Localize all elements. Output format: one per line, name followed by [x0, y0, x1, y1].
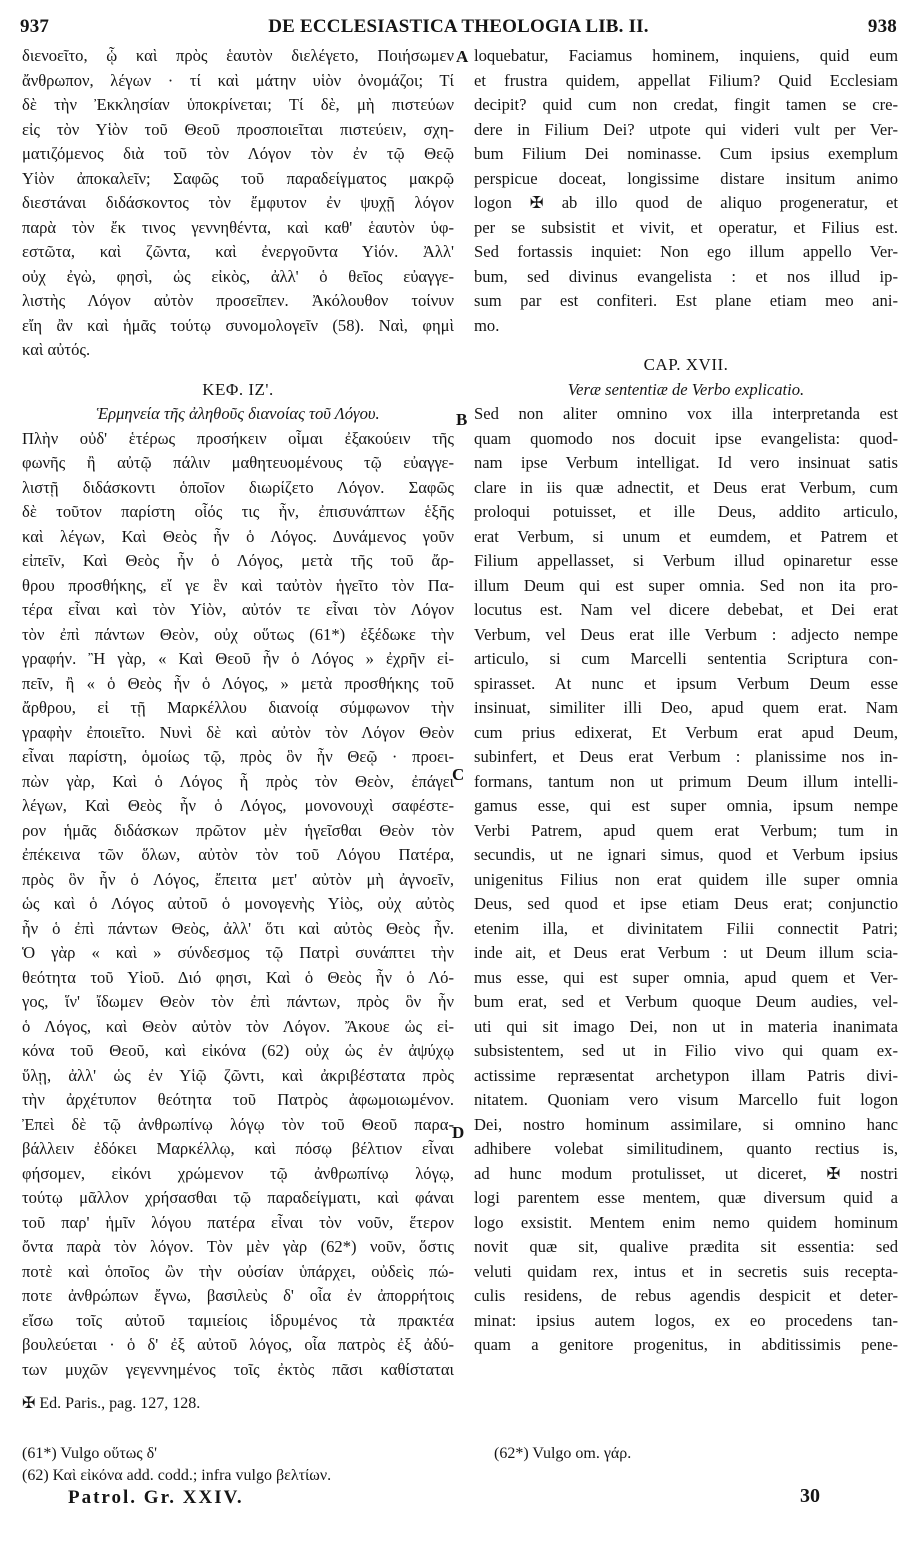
- text-line: subsistentem, sed ut in Filio vivo qui quam ex-: [474, 1041, 898, 1060]
- text-line: ὕλῃ, ἀλλ' ὡς ἐν Υἱῷ ζῶντι, καὶ ἀκριβέστατα πρὸς: [22, 1065, 454, 1085]
- text-line: Deus, sed quod et ipse etiam Deus erat; conjunctio: [474, 894, 898, 913]
- margin-letter-a: A: [456, 47, 469, 66]
- text-line: Verbi Patrem, apud quem erat Verbum; tum in: [474, 820, 898, 840]
- text-line: unigenitus Filius non erat quidem ille super omnia: [474, 869, 898, 889]
- text-line: των μυχῶν γεγεννημένος τοῖς ἐκτὸς πᾶσι καθίσταται: [22, 1359, 454, 1379]
- text-line: ποτε ἀνθρώπων ἔγνω, βασιλεὺς δ' οἷα ἐν ἀπορρήτοις: [22, 1286, 454, 1305]
- text-line: βουλεύεται · ὁ δ' ἐξ αὐτοῦ λόγος, οἷα πατρὸς ἐξ ἀδύ-: [22, 1335, 454, 1354]
- text-line: gamus esse, qui est super omnia, ipsum nempe: [474, 796, 898, 815]
- sheet-number: 30: [800, 1485, 820, 1507]
- text-line: bum Filium Dei nominasse. Cum ipsius exemplum: [474, 144, 898, 163]
- text-line: γος, ἵν' ἴδωμεν Θεὸν τὸν ἐπὶ πάντων, πρὸς ὃν ἦν: [22, 992, 454, 1011]
- text-line: Dei, nostro hominum assimilare, si omnino hanc: [474, 1114, 898, 1134]
- text-line: et frustra quidem, appellat Filium? Quid Ecclesiam: [474, 70, 898, 90]
- text-line: per se subsistit et vivit, et operatur, et Filius est.: [474, 217, 898, 237]
- text-line: θεότητα τοῦ Υἱοῦ. Διό φησι, Καὶ ὁ Θεὸς ἦν ὁ Λό-: [22, 967, 454, 987]
- text-line: quam quomodo nos docuit ipse evangelista: quod-: [474, 428, 898, 448]
- running-header: [20, 16, 897, 40]
- text-line: εἶναι παρίστη, ὁμοίως τῷ, πρὸς ὃν ἦν Θεῷ · προει-: [22, 747, 454, 766]
- text-line: logo exsistit. Mentem enim nemo quidem hominum: [474, 1212, 898, 1232]
- text-line: Sed non aliter omnino vox illa interpretanda est: [474, 404, 898, 423]
- text-line: εἴη ἂν καὶ ἡμᾶς τούτῳ συνομολογεῖν (58). Ναὶ, φημὶ: [22, 315, 454, 335]
- left-column-greek: [22, 44, 454, 1382]
- text-line: decipit? quid cum non credat, fingit tamen se cre-: [474, 95, 898, 114]
- text-line: inde ait, et Deus erat Verbum : ut Deum illum scia-: [474, 943, 898, 962]
- text-line: δὲ τὴν Ἐκκλησίαν ὑποκρίνεται; Τί δὲ, μὴ πιστεύων: [22, 95, 454, 114]
- text-line: loquebatur, Faciamus hominem, inquiens, quid eum: [474, 46, 898, 65]
- running-title: DE ECCLESIASTICA THEOLOGIA LIB. II.: [268, 16, 649, 37]
- chapter-heading: ΚΕΦ. ΙΖ'.: [202, 379, 274, 399]
- text-line: sum par est confiteri. Est plane etiam meo ani-: [474, 291, 898, 310]
- text-line: φήσομεν, εἰκόνι χρώμενον τῷ ἀνθρωπίνῳ λόγῳ,: [22, 1163, 454, 1183]
- text-line: logon ✠ ab illo quod de aliquo progeneratur, et: [474, 193, 898, 212]
- text-line: Πλὴν οὐδ' ἑτέρως προσήκειν οἶμαι ἐξακούειν τῆς: [22, 428, 454, 448]
- text-line: ποτὲ καὶ ὁποῖος ὢν τὴν οὐσίαν ὑπάρχει, οὐδεὶς πώ-: [22, 1261, 454, 1281]
- text-line: Verbum, vel Deus erat ille Verbum : adjecto nempe: [474, 624, 898, 644]
- text-line: γραφὴν ἐποιεῖτο. Νυνὶ δὲ καὶ αὐτὸν τὸν Λόγον Θεὸν: [22, 722, 454, 742]
- footnote-62: (62) Καὶ εἰκόνα add. codd.; infra vulgo βελτίων.: [22, 1467, 332, 1484]
- text-line: ὡς καὶ ὁ Λόγος αὐτοῦ ὁ μονογενὴς Υἱὸς, οὐχ αὐτὸς: [22, 894, 454, 913]
- printer-signature: Patrol. Gr. XXIV.: [68, 1487, 244, 1508]
- text-line: quam a genitore progenitus, in abditissimis pene-: [474, 1335, 898, 1354]
- text-line: διενοεῖτο, ᾧ καὶ πρὸς ἑαυτὸν διελέγετο, Ποιήσωμεν: [22, 46, 454, 65]
- text-line: λιστὴς Λόγον αὐτὸν προσεῖπεν. Ἀκόλουθον τοίνυν: [22, 291, 454, 310]
- text-line: articulo, si cum Marcelli sententia Scriptura con-: [474, 649, 898, 668]
- text-line: εἰς τὸν Υἱὸν τοῦ Θεοῦ προσποιεῖται πιστεύειν, σχη-: [22, 119, 454, 139]
- text-line: φωνῆς ἢ αὐτῷ πάλιν μαθητευομένους τῷ εὐαγγε-: [22, 453, 454, 472]
- text-line: spirasset. At nunc et ipsum Verbum Deum esse: [474, 673, 898, 693]
- text-line: καὶ αὐτός.: [22, 340, 91, 359]
- text-line: παρὰ τὸν ἔκ τινος γεννηθέντα, καὶ καθ' ἑαυτὸν ὑφ-: [22, 217, 454, 237]
- text-line: perspicue doceat, longissime distare insitum animo: [474, 168, 898, 188]
- text-line: οὐχ ἐγὼ, φησὶ, ὡς εἰκὸς, ἀλλ' ὁ θεῖος εὐαγγε-: [22, 266, 454, 286]
- text-line: bum, sed divinus evangelista : et nos illud ip-: [474, 266, 898, 286]
- text-line: δὲ τοῦτον παρίστη οἷός τις ἦν, ἐπισυνάπτων ἑξῆς: [22, 502, 454, 521]
- text-line: λέγων, Καὶ Θεὸς ἦν ὁ Λόγος, μονονουχὶ σαφέστε-: [22, 796, 454, 815]
- text-line: locutus est. Nam vel dicere debebat, et Dei erat: [474, 600, 898, 619]
- footnote-61: (61*) Vulgo οὕτως δ': [22, 1445, 158, 1462]
- text-line: illum Deum qui est super omnia. Sed non ita pro-: [474, 575, 898, 595]
- text-line: Ὁ γὰρ « καὶ » σύνδεσμος τῷ Πατρὶ συνάπτει τὴν: [22, 943, 454, 962]
- text-line: τούτῳ μᾶλλον χρήσασθαι τῷ παραδείγματι, καὶ φάναι: [22, 1188, 454, 1207]
- text-line: Υἱὸν ἀποκαλεῖν; Σαφῶς τοῦ παραδείγματος μακρῷ: [22, 168, 454, 188]
- text-line: formans, tantum non ut primum Deum illum intelli-: [474, 771, 898, 791]
- text-line: culis residens, de rebus agendis despicit et deter-: [474, 1286, 898, 1305]
- text-line: ἄρθρου, εἰ τῇ Μαρκέλλου διανοίᾳ σύμφωνον τὴν: [22, 698, 454, 717]
- text-line: ἄνθρωπον, λέγων · τί καὶ μάτην υἱὸν ὀνομάζοι; Τί: [22, 70, 454, 90]
- right-column-latin: [474, 44, 898, 1358]
- text-line: subinfert, et Deus erat Verbum : planissime nos in-: [474, 747, 898, 766]
- text-line: etenim illa, et divinitatem Filii connectit Patri;: [474, 918, 898, 938]
- chapter-heading: CAP. XVII.: [643, 355, 729, 374]
- margin-letter-b: B: [456, 410, 468, 429]
- text-line: novit quæ sit, qualive prædita sit essentia: sed: [474, 1237, 898, 1256]
- text-line: mo.: [474, 315, 500, 335]
- chapter-subtitle: Ἑρμηνεία τῆς ἀληθοῦς διανοίας τοῦ Λόγου.: [96, 404, 380, 423]
- text-line: πεῖν, ἢ « ὁ Θεὸς ἦν ὁ Λόγος, » μετὰ προσθήκης τοῦ: [22, 673, 454, 693]
- text-line: nitatem. Quoniam vero visum Marcello fuit logon: [474, 1090, 898, 1109]
- text-line: τὴν ἀρχέτυπον θεότητα τοῦ Πατρὸς ἀφωμοιωμένον.: [22, 1090, 454, 1109]
- text-line: κόνα τοῦ Θεοῦ, καὶ εἰκόνα (62) οὐχ ὡς ἐν ἀψύχῳ: [22, 1041, 454, 1060]
- text-line: adhibere volebat similitudinem, quanto rectius is,: [474, 1139, 898, 1158]
- text-line: θρου προσθήκης, εἴ γε ἓν καὶ ταὐτὸν ἡγεῖτο τὸν Πα-: [22, 575, 454, 595]
- margin-letter-c: C: [452, 765, 465, 784]
- text-line: ὄντα παρὰ τὸν λόγον. Τὸν μὲν γὰρ (62*) νοῦν, ὅστις: [22, 1237, 454, 1256]
- text-line: erat Verbum, si unum et eumdem, et Patrem et: [474, 526, 898, 546]
- text-line: πρὸς ὃν ἦν ὁ Λόγος, ἔπειτα μετ' αὐτὸν μὴ ἀγνοεῖν,: [22, 869, 454, 889]
- text-line: βάλλειν ἐδόκει Μαρκέλλῳ, καὶ πόσῳ βέλτιον εἶναι: [22, 1139, 454, 1158]
- footnote-62-star: (62*) Vulgo om. γάρ.: [494, 1445, 632, 1462]
- text-line: mus esse, qui est super omnia, apud quem et Ver-: [474, 967, 898, 987]
- chapter-subtitle: Veræ sententiæ de Verbo explicatio.: [567, 379, 805, 399]
- text-line: nam ipse Verbum intelligat. Id vero insinuat satis: [474, 453, 898, 472]
- text-line: logi parentem esse mentem, quæ diversum quid a: [474, 1188, 898, 1207]
- page-number-left: 937: [20, 16, 50, 37]
- text-line: καὶ λέγων, Καὶ Θεὸς ἦν ὁ Λόγος. Δυνάμενος γοῦν: [22, 526, 454, 546]
- footnotes-left: [22, 1443, 462, 1487]
- text-line: proloqui potuisset, et ille Deus, addito articulo,: [474, 502, 898, 521]
- text-line: εστῶτα, καὶ ζῶντα, καὶ ἐνεργοῦντα Υἱόν. Ἀλλ': [22, 242, 454, 261]
- text-line: Sed fortassis inquiet: Non ego illum appello Ver-: [474, 242, 898, 261]
- text-line: uti qui sit imago Dei, non ut in materia inanimata: [474, 1016, 898, 1036]
- text-line: actissime repræsentat archetypon illam Patris divi-: [474, 1065, 898, 1085]
- text-line: ματιζόμενος διὰ τοῦ τὸν Λόγον τὸν ἐν τῷ Θεῷ: [22, 144, 454, 163]
- text-line: secundis, ut ne ignari simus, quod et Verbum ipsius: [474, 845, 898, 864]
- text-line: dere in Filium Dei? utpote qui videri vult per Ver-: [474, 119, 898, 139]
- edition-note: ✠ Ed. Paris., pag. 127, 128.: [22, 1395, 201, 1412]
- text-line: ρον ἡμᾶς διδάσκων πρῶτον μὲν ἡγεῖσθαι Θεὸν τὸν: [22, 820, 454, 840]
- text-line: Filium appellasset, si Verbum illud opinaretur esse: [474, 551, 898, 570]
- text-line: insinuat, similiter illi Deo, apud quem erat. Nam: [474, 698, 898, 717]
- text-line: ὁ Λόγος, καὶ Θεὸν αὐτὸν τὸν Λόγον. Ἄκουε ὡς εἰ-: [22, 1016, 454, 1036]
- text-line: clare in iis quæ adnectit, et Deus erat Verbum, cum: [474, 477, 898, 497]
- text-line: veluti quidam rex, intus et in secretis suis recepta-: [474, 1261, 898, 1281]
- text-line: διεστάναι διδάσκοντος τὸν ἔμφυτον ἐν ψυχῇ λόγον: [22, 193, 454, 212]
- text-line: ἦν ὁ ἐπὶ πάντων Θεὸς, ἀλλ' ὅτι καὶ αὐτὸς Θεὸς ἦν.: [22, 918, 454, 938]
- text-line: λιστῇ διδάσκοντι ὁποῖον διωρίζετο Λόγον. Σαφῶς: [22, 477, 454, 497]
- text-line: τοῦ παρ' ἡμῖν λόγου πατέρα εἶναι τὸν νοῦν, ἕτερον: [22, 1212, 454, 1232]
- text-line: γραφήν. Ἢ γὰρ, « Καὶ Θεοῦ ἦν ὁ Λόγος » ἐχρῆν εἰ-: [22, 649, 454, 668]
- text-line: εἴσω τοῖς αὐτοῦ ταμιείοις ἱδρυμένος τὰ πρακτέα: [22, 1310, 454, 1330]
- text-line: τὸν ἐπὶ πάντων Θεὸν, οὐχ οὕτως (61*) ἐξέδωκε τὴν: [22, 624, 454, 644]
- text-line: ad hunc modum protulisset, ut diceret, ✠ nostri: [474, 1163, 898, 1183]
- text-line: bum erat, sed et Verbum quoque Deum audies, vel-: [474, 992, 898, 1011]
- text-line: πὼν γὰρ, Καὶ ὁ Λόγος ἦ πρὸς τὸν Θεὸν, ἐπάγει: [22, 771, 454, 791]
- text-line: ἐπέκεινα τῶν ὅλων, αὐτὸν τὸν τοῦ Λόγου Πατέρα,: [22, 845, 454, 864]
- text-line: Ἐπεὶ δὲ τῷ ἀνθρωπίνῳ λόγῳ τὸν τοῦ Θεοῦ παρα-: [22, 1114, 454, 1134]
- text-line: εἰπεῖν, Καὶ Θεὸς ἦν ὁ Λόγος, μετὰ τῆς τοῦ ἄρ-: [22, 551, 454, 570]
- text-line: cum prius edixerat, Et Verbum erat apud Deum,: [474, 722, 898, 742]
- text-line: minat: ipsius autem logos, ex eo procedens tan-: [474, 1310, 898, 1330]
- margin-letter-d: D: [452, 1123, 465, 1142]
- page-number-right: 938: [867, 16, 897, 37]
- text-line: τέρα εἶναι καὶ τὸν Υἱὸν, αὐτόν τε εἶναι τὸν Λόγον: [22, 600, 454, 619]
